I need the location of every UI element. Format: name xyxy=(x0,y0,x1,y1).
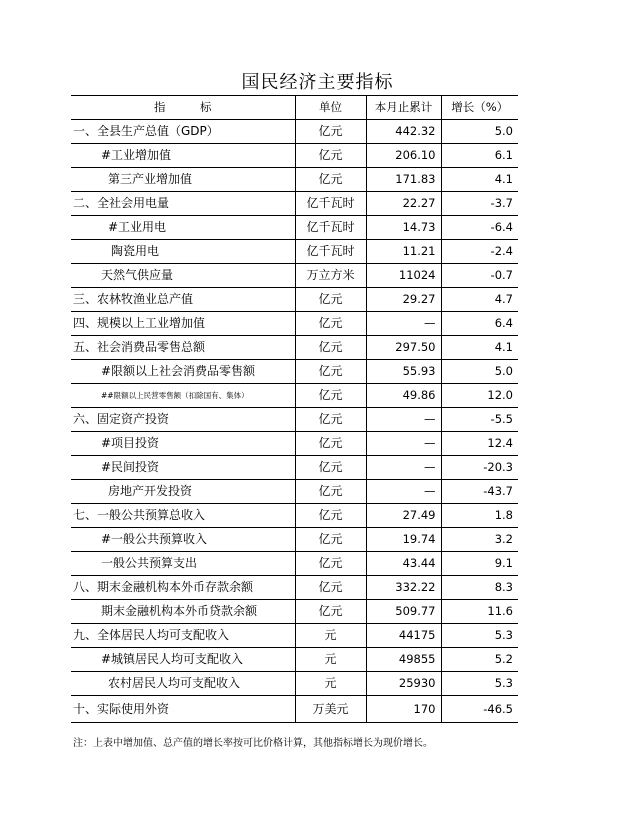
table-row xyxy=(71,576,518,600)
header-growth: 增长（%） xyxy=(441,96,518,120)
row-growth: 5.0 xyxy=(441,360,518,384)
row-growth: -3.7 xyxy=(441,192,518,216)
indicator-table xyxy=(71,95,518,723)
row-indicator: 八、期末金融机构本外币存款余额 xyxy=(71,576,295,600)
row-cumulative: 14.73 xyxy=(366,216,441,240)
row-growth: -0.7 xyxy=(441,264,518,288)
row-unit: 亿元 xyxy=(295,360,366,384)
table-row xyxy=(71,144,518,168)
row-cumulative: 55.93 xyxy=(366,360,441,384)
row-indicator: 三、农林牧渔业总产值 xyxy=(71,288,295,312)
row-growth: 9.1 xyxy=(441,552,518,576)
table-row xyxy=(71,504,518,528)
row-unit: 亿元 xyxy=(295,600,366,624)
row-indicator: 七、一般公共预算总收入 xyxy=(71,504,295,528)
row-indicator: 农村居民人均可支配收入 xyxy=(71,672,295,696)
row-indicator: 期末金融机构本外币贷款余额 xyxy=(71,600,295,624)
row-unit: 亿元 xyxy=(295,504,366,528)
row-cumulative: 49855 xyxy=(366,648,441,672)
header-unit: 单位 xyxy=(295,96,366,120)
row-indicator: 天然气供应量 xyxy=(71,264,295,288)
row-cumulative: — xyxy=(366,480,441,504)
table-row xyxy=(71,360,518,384)
row-unit: 亿元 xyxy=(295,528,366,552)
row-cumulative: 27.49 xyxy=(366,504,441,528)
row-indicator: #民间投资 xyxy=(71,456,295,480)
row-cumulative: 332.22 xyxy=(366,576,441,600)
row-indicator: #工业用电 xyxy=(71,216,295,240)
row-indicator: 六、固定资产投资 xyxy=(71,408,295,432)
row-cumulative: 170 xyxy=(366,696,441,723)
table-row xyxy=(71,528,518,552)
row-growth: 5.2 xyxy=(441,648,518,672)
row-cumulative: 11.21 xyxy=(366,240,441,264)
row-unit: 亿元 xyxy=(295,336,366,360)
row-growth: 5.0 xyxy=(441,120,518,144)
row-cumulative: 509.77 xyxy=(366,600,441,624)
row-cumulative: 297.50 xyxy=(366,336,441,360)
row-cumulative: — xyxy=(366,312,441,336)
table-row xyxy=(71,408,518,432)
row-unit: 亿元 xyxy=(295,288,366,312)
table-row xyxy=(71,552,518,576)
row-cumulative: 43.44 xyxy=(366,552,441,576)
row-unit: 亿千瓦时 xyxy=(295,192,366,216)
table-row xyxy=(71,336,518,360)
row-growth: -20.3 xyxy=(441,456,518,480)
row-indicator: #城镇居民人均可支配收入 xyxy=(71,648,295,672)
row-indicator: #项目投资 xyxy=(71,432,295,456)
table-row xyxy=(71,480,518,504)
row-growth: -46.5 xyxy=(441,696,518,723)
row-cumulative: 171.83 xyxy=(366,168,441,192)
row-growth: 4.1 xyxy=(441,168,518,192)
row-cumulative: 29.27 xyxy=(366,288,441,312)
row-growth: 6.4 xyxy=(441,312,518,336)
table-row xyxy=(71,192,518,216)
row-unit: 亿元 xyxy=(295,456,366,480)
row-indicator: #工业增加值 xyxy=(71,144,295,168)
table-header-row xyxy=(71,96,518,120)
row-growth: 12.4 xyxy=(441,432,518,456)
row-growth: -43.7 xyxy=(441,480,518,504)
row-growth: -2.4 xyxy=(441,240,518,264)
row-indicator: 四、规模以上工业增加值 xyxy=(71,312,295,336)
row-indicator: 五、社会消费品零售总额 xyxy=(71,336,295,360)
row-cumulative: 206.10 xyxy=(366,144,441,168)
table-row xyxy=(71,216,518,240)
table-row xyxy=(71,120,518,144)
row-cumulative: 44175 xyxy=(366,624,441,648)
row-unit: 元 xyxy=(295,672,366,696)
row-growth: 8.3 xyxy=(441,576,518,600)
row-indicator: 九、全体居民人均可支配收入 xyxy=(71,624,295,648)
row-growth: -5.5 xyxy=(441,408,518,432)
row-cumulative: 19.74 xyxy=(366,528,441,552)
table-body xyxy=(71,120,518,723)
row-unit: 万立方米 xyxy=(295,264,366,288)
row-unit: 亿千瓦时 xyxy=(295,216,366,240)
row-unit: 亿元 xyxy=(295,120,366,144)
table-row xyxy=(71,600,518,624)
row-cumulative: — xyxy=(366,432,441,456)
row-growth: 4.7 xyxy=(441,288,518,312)
row-indicator: #一般公共预算收入 xyxy=(71,528,295,552)
row-growth: 11.6 xyxy=(441,600,518,624)
row-growth: 6.1 xyxy=(441,144,518,168)
row-indicator: 二、全社会用电量 xyxy=(71,192,295,216)
row-unit: 亿元 xyxy=(295,480,366,504)
row-growth: 12.0 xyxy=(441,384,518,408)
table-row xyxy=(71,696,518,723)
row-cumulative: 442.32 xyxy=(366,120,441,144)
table-row xyxy=(71,672,518,696)
table-row xyxy=(71,168,518,192)
row-unit: 元 xyxy=(295,648,366,672)
row-indicator: #限额以上社会消费品零售额 xyxy=(71,360,295,384)
row-growth: 4.1 xyxy=(441,336,518,360)
row-growth: 1.8 xyxy=(441,504,518,528)
row-cumulative: — xyxy=(366,456,441,480)
header-cumulative: 本月止累计 xyxy=(366,96,441,120)
row-indicator: 一、全县生产总值（GDP） xyxy=(71,120,295,144)
row-cumulative: 25930 xyxy=(366,672,441,696)
row-cumulative: 11024 xyxy=(366,264,441,288)
row-unit: 亿元 xyxy=(295,384,366,408)
row-unit: 亿千瓦时 xyxy=(295,240,366,264)
row-growth: 3.2 xyxy=(441,528,518,552)
row-unit: 亿元 xyxy=(295,576,366,600)
table-row xyxy=(71,384,518,408)
row-unit: 亿元 xyxy=(295,408,366,432)
table-row xyxy=(71,432,518,456)
row-unit: 万美元 xyxy=(295,696,366,723)
row-cumulative: — xyxy=(366,408,441,432)
table-row xyxy=(71,648,518,672)
row-indicator: 陶瓷用电 xyxy=(71,240,295,264)
row-cumulative: 49.86 xyxy=(366,384,441,408)
row-growth: 5.3 xyxy=(441,624,518,648)
row-indicator: 一般公共预算支出 xyxy=(71,552,295,576)
table-row xyxy=(71,456,518,480)
table-row xyxy=(71,240,518,264)
row-unit: 亿元 xyxy=(295,312,366,336)
footnote: 注：上表中增加值、总产值的增长率按可比价格计算，其他指标增长为现价增长。 xyxy=(73,738,433,749)
table-row xyxy=(71,312,518,336)
row-indicator: 十、实际使用外资 xyxy=(71,696,295,723)
row-cumulative: 22.27 xyxy=(366,192,441,216)
row-indicator: 房地产开发投资 xyxy=(71,480,295,504)
row-indicator: ##限额以上民营零售额（扣除国有、集体） xyxy=(71,384,295,408)
row-unit: 亿元 xyxy=(295,432,366,456)
table-row xyxy=(71,288,518,312)
row-growth: 5.3 xyxy=(441,672,518,696)
row-unit: 亿元 xyxy=(295,144,366,168)
page-title: 国民经济主要指标 xyxy=(241,72,394,93)
row-indicator: 第三产业增加值 xyxy=(71,168,295,192)
row-growth: -6.4 xyxy=(441,216,518,240)
table-row xyxy=(71,624,518,648)
row-unit: 亿元 xyxy=(295,168,366,192)
row-unit: 元 xyxy=(295,624,366,648)
table-row xyxy=(71,264,518,288)
row-unit: 亿元 xyxy=(295,552,366,576)
header-indicator: 指 标 xyxy=(71,96,295,120)
